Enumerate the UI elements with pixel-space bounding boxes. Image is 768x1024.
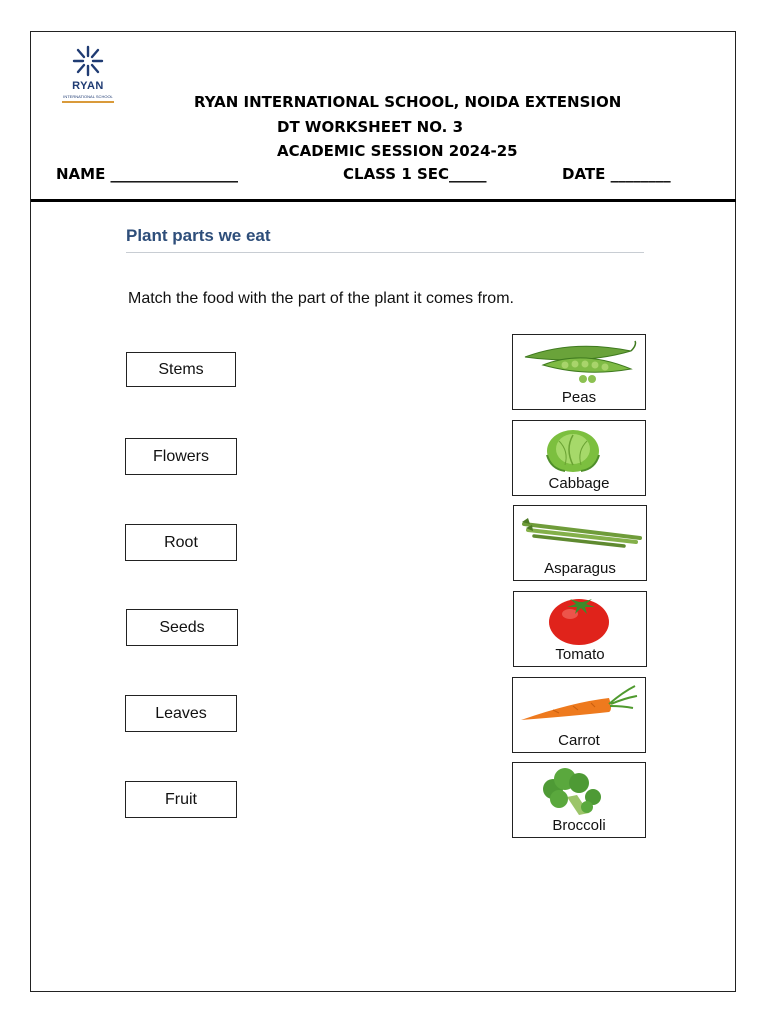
food-label-carrot: Carrot (558, 732, 600, 749)
header-divider (31, 199, 736, 202)
part-box-fruit[interactable]: Fruit (125, 781, 237, 818)
title-underline (126, 252, 644, 253)
logo-subtext: INTERNATIONAL SCHOOL (63, 94, 113, 99)
worksheet-number: DT WORKSHEET NO. 3 (277, 118, 464, 136)
food-card-carrot[interactable] (512, 677, 646, 753)
instruction-text: Match the food with the part of the plant it comes from. (128, 290, 514, 307)
part-box-leaves[interactable]: Leaves (125, 695, 237, 732)
food-label-cabbage: Cabbage (548, 475, 610, 492)
food-label-peas: Peas (561, 389, 597, 406)
food-card-peas[interactable] (512, 334, 646, 410)
food-label-broccoli: Broccoli (552, 817, 606, 834)
school-name: RYAN INTERNATIONAL SCHOOL, NOIDA EXTENSION (194, 93, 622, 111)
food-label-asparagus: Asparagus (544, 560, 616, 577)
worksheet-title: Plant parts we eat (126, 226, 271, 245)
food-card-asparagus[interactable] (513, 505, 647, 581)
food-card-broccoli[interactable] (512, 762, 646, 838)
part-box-seeds[interactable]: Seeds (126, 609, 238, 646)
food-card-tomato[interactable] (513, 591, 647, 667)
part-box-flowers[interactable]: Flowers (125, 438, 237, 475)
part-box-stems[interactable]: Stems (126, 352, 236, 387)
food-label-tomato: Tomato (555, 646, 605, 663)
part-box-root[interactable]: Root (125, 524, 237, 561)
class-field[interactable]: CLASS 1 SEC_____ (343, 165, 487, 183)
academic-session: ACADEMIC SESSION 2024-25 (277, 142, 518, 160)
name-field[interactable]: NAME _________________ (56, 165, 239, 183)
logo-text: RYAN (72, 80, 104, 92)
food-card-cabbage[interactable] (512, 420, 646, 496)
logo-underline (62, 101, 114, 103)
date-field[interactable]: DATE ________ (562, 165, 671, 183)
